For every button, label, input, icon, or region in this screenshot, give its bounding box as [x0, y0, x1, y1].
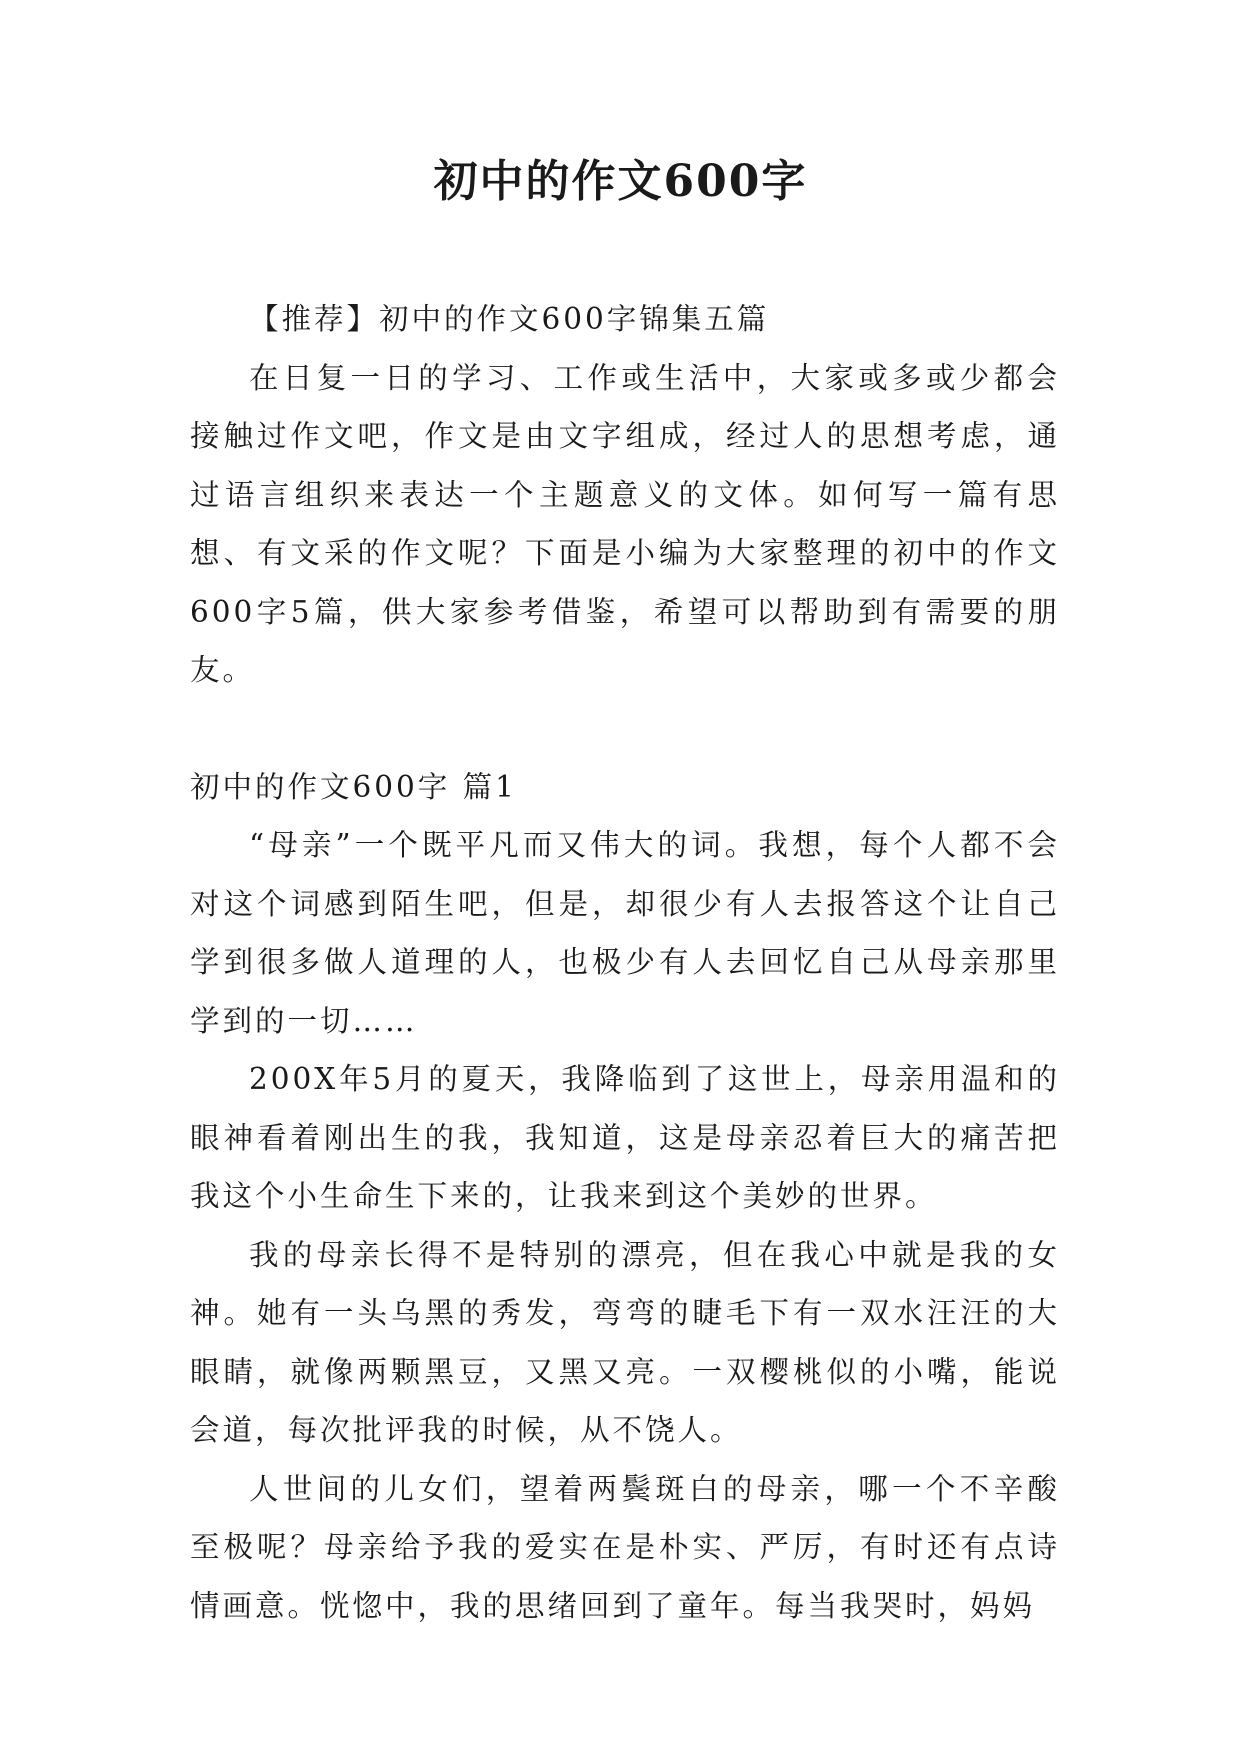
section-paragraph: “母亲”一个既平凡而又伟大的词。我想，每个人都不会对这个词感到陌生吧，但是，却很少有人去报答这个让自己学到很多做人道理的人，也极少有人去回忆自己从母亲那里学到的一切……: [190, 828, 1060, 1038]
intro-paragraph: 在日复一日的学习、工作或生活中，大家或多或少都会接触过作文吧，作文是由文字组成，经过人的思想考虑，通过语言组织来表达一个主题意义的文体。如何写一篇有思想、有文采的作文呢？下面是小编为大家整理的初中的作文600字5篇，供大家参考借鉴，希望可以帮助到有需要的朋友。: [190, 360, 1060, 687]
section-paragraph: 200X年5月的夏天，我降临到了这世上，母亲用温和的眼神看着刚出生的我，我知道，这是母亲忍着巨大的痛苦把我这个小生命生下来的，让我来到这个美妙的世界。: [190, 1062, 1060, 1213]
section-paragraph: 人世间的儿女们，望着两鬓斑白的母亲，哪一个不辛酸至极呢？母亲给予我的爱实在是朴实、严厉，有时还有点诗情画意。恍惚中，我的思绪回到了童年。每当我哭时，妈妈: [190, 1471, 1060, 1623]
document-body: [190, 290, 1060, 1635]
document-title: 初中的作文600字: [433, 156, 808, 207]
section-paragraph: 我的母亲长得不是特别的漂亮，但在我心中就是我的女神。她有一头乌黑的秀发，弯弯的睫毛下有一双水汪汪的大眼睛，就像两颗黑豆，又黑又亮。一双樱桃似的小嘴，能说会道，每次批评我的时候，从不饶人。: [190, 1237, 1060, 1447]
section-heading: 初中的作文600字 篇1: [190, 769, 517, 804]
intro-heading: 【推荐】初中的作文600字锦集五篇: [249, 302, 770, 336]
section-spacer: [190, 700, 1060, 758]
